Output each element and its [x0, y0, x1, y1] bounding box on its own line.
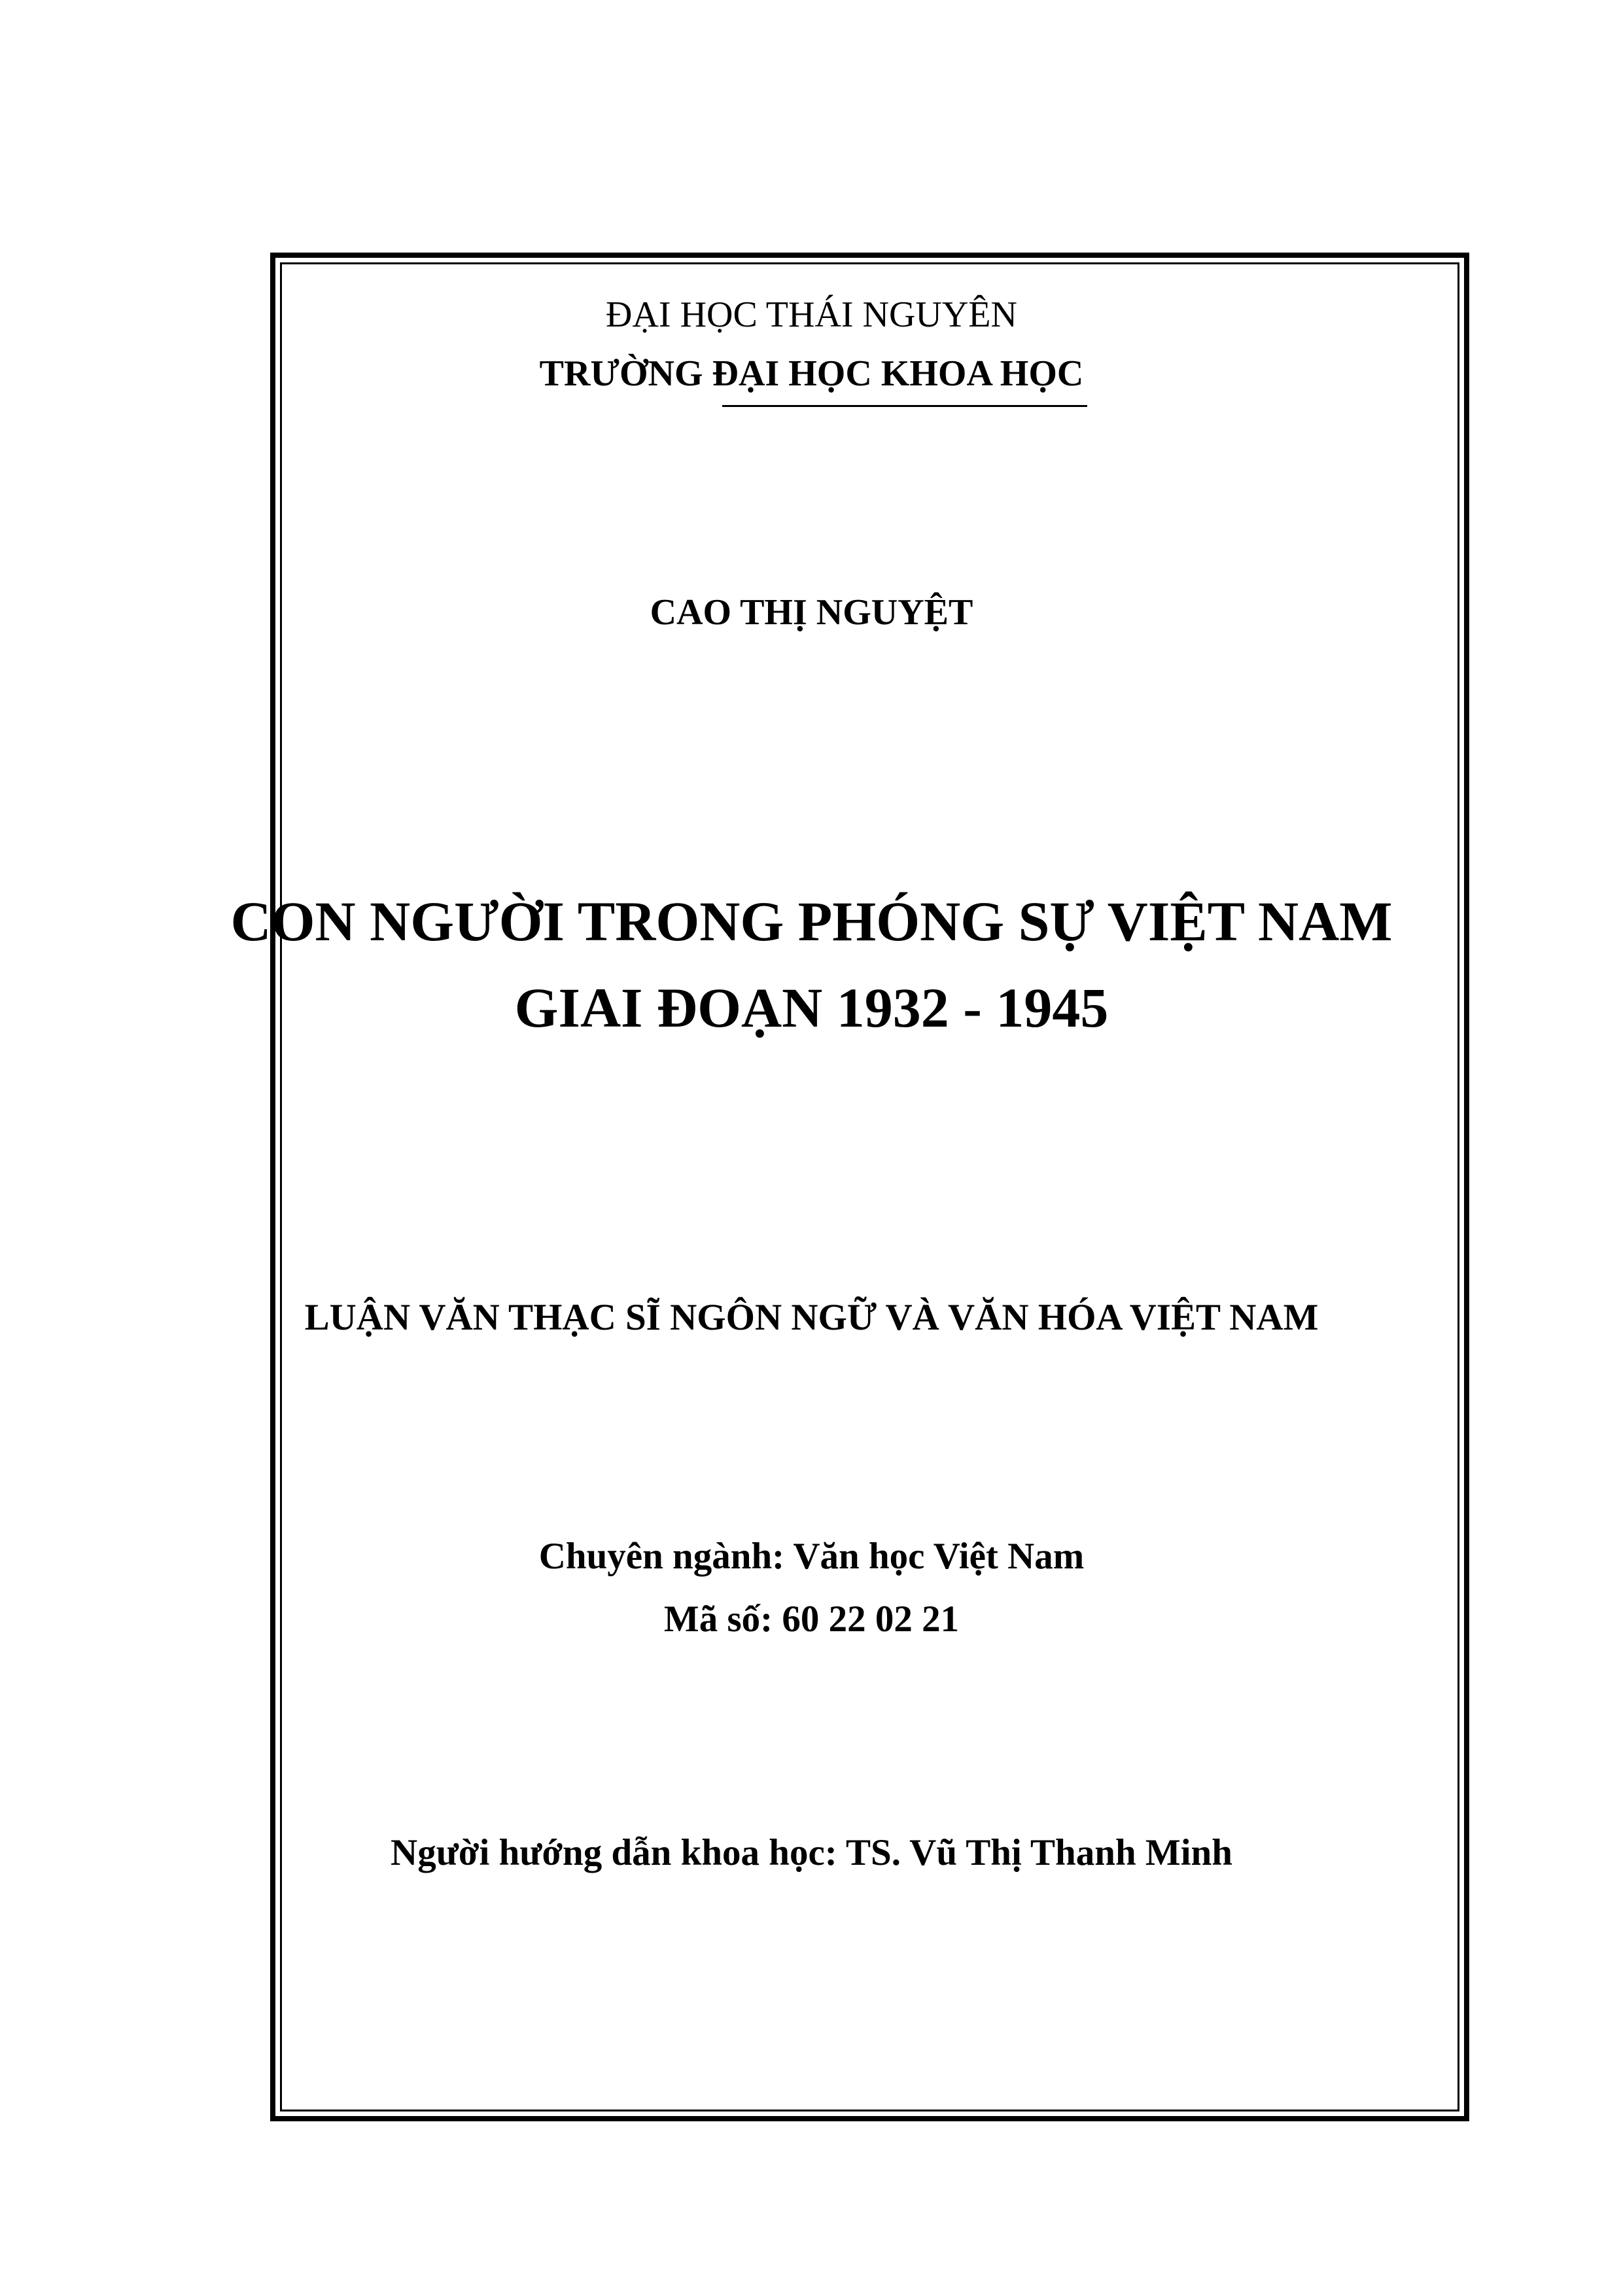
header-divider — [722, 405, 1087, 407]
thesis-title-line-1: CON NGƯỜI TRONG PHÓNG SỰ VIỆT NAM — [230, 890, 1393, 953]
major-code: Mã số: 60 22 02 21 — [663, 1598, 960, 1640]
university-name: ĐẠI HỌC THÁI NGUYÊN — [606, 294, 1017, 335]
school-name: TRƯỜNG ĐẠI HỌC KHOA HỌC — [539, 353, 1084, 394]
thesis-title-line-2: GIAI ĐOẠN 1932 - 1945 — [514, 976, 1109, 1039]
major-field: Chuyên ngành: Văn học Việt Nam — [538, 1536, 1085, 1577]
author-name: CAO THỊ NGUYỆT — [650, 592, 973, 633]
advisor-name: Người hướng dẫn khoa học: TS. Vũ Thị Thanh Minh — [391, 1832, 1232, 1873]
degree-type: LUẬN VĂN THẠC SĨ NGÔN NGỮ VÀ VĂN HÓA VIỆT NAM — [304, 1297, 1319, 1338]
